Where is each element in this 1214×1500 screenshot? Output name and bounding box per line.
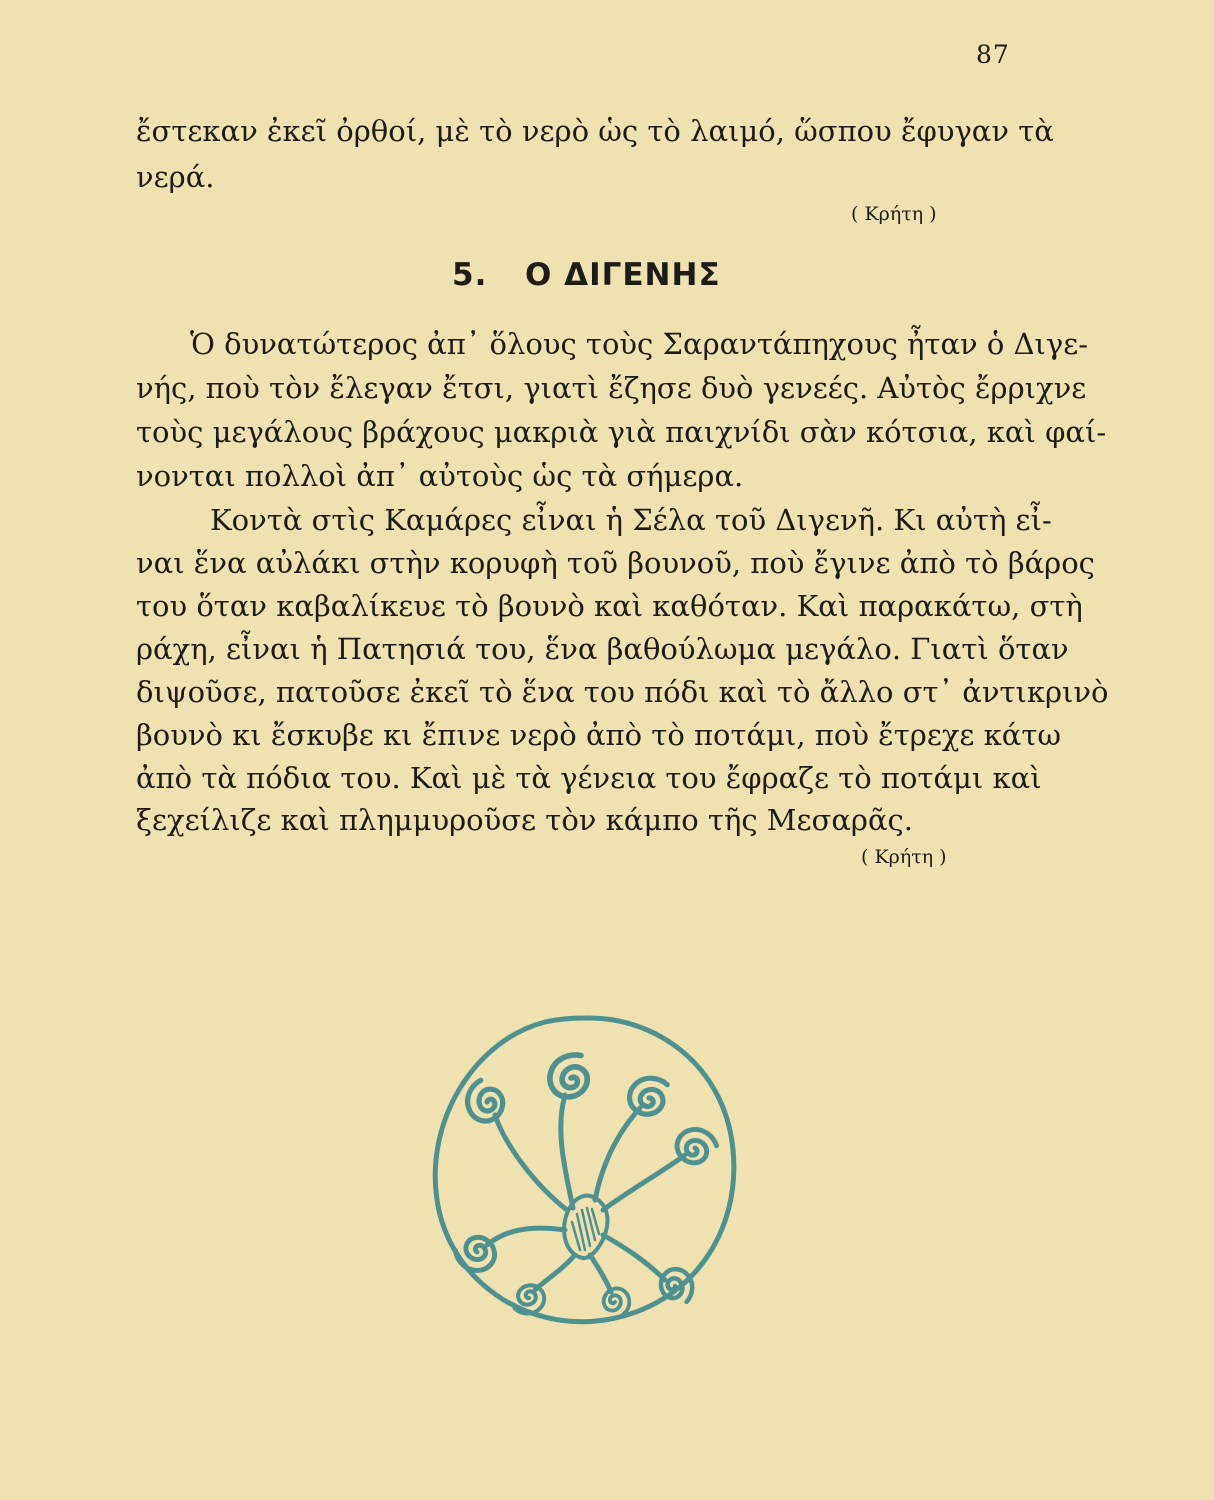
- paragraph-line: ναι ἕνα αὐλάκι στὴν κορυφὴ τοῦ βουνοῦ, ποὺ ἔγινε ἀπὸ τὸ βάρος: [136, 546, 1095, 580]
- paragraph-line: ἀπὸ τὰ πόδια του. Καὶ μὲ τὰ γένεια του ἔφραζε τὸ ποτάμι καὶ: [136, 761, 1042, 795]
- paragraph-line: του ὅταν καβαλίκευε τὸ βουνὸ καὶ καθόταν. Καὶ παρακάτω, στὴ: [136, 589, 1083, 623]
- page-number: 87: [976, 40, 1010, 69]
- previous-story-source: ( Κρήτη ): [851, 203, 937, 225]
- story-heading: [452, 257, 721, 293]
- paragraph-line: Κοντὰ στὶς Καμάρες εἶναι ἡ Σέλα τοῦ Διγενῆ. Κι αὐτὴ εἶ-: [210, 503, 1052, 537]
- paragraph-line: ξεχείλιζε καὶ πλημμυροῦσε τὸν κάμπο τῆς Μεσαρᾶς.: [136, 803, 913, 837]
- octopus-emblem-icon: [425, 1010, 745, 1330]
- story-title: Ο ΔΙΓΕΝΗΣ: [524, 257, 721, 293]
- paragraph-line: τοὺς μεγάλους βράχους μακριὰ γιὰ παιχνίδι σὰν κότσια, καὶ φαί-: [136, 415, 1107, 449]
- paragraph-line: νής, ποὺ τὸν ἔλεγαν ἔτσι, γιατὶ ἔζησε δυὸ γενεές. Αὐτὸς ἔρριχνε: [136, 371, 1087, 405]
- previous-story-line: νερά.: [136, 160, 215, 194]
- story-source: ( Κρήτη ): [861, 846, 947, 868]
- paragraph-line: Ὁ δυνατώτερος ἀπ᾽ ὅλους τοὺς Σαραντάπηχους ἦταν ὁ Διγε-: [190, 327, 1089, 361]
- paragraph-line: νονται πολλοὶ ἀπ᾽ αὐτοὺς ὡς τὰ σήμερα.: [136, 459, 744, 493]
- story-number: 5.: [452, 257, 488, 293]
- previous-story-line: ἔστεκαν ἐκεῖ ὀρθοί, μὲ τὸ νερὸ ὡς τὸ λαιμό, ὥσπου ἔφυγαν τὰ: [136, 114, 1054, 148]
- paragraph-line: διψοῦσε, πατοῦσε ἐκεῖ τὸ ἕνα του πόδι καὶ τὸ ἄλλο στ᾽ ἀντικρινὸ: [136, 675, 1109, 709]
- paragraph-line: ράχη, εἶναι ἡ Πατησιά του, ἕνα βαθούλωμα μεγάλο. Γιατὶ ὅταν: [136, 632, 1069, 666]
- paragraph-line: βουνὸ κι ἔσκυβε κι ἔπινε νερὸ ἀπὸ τὸ ποτάμι, ποὺ ἔτρεχε κάτω: [136, 718, 1062, 752]
